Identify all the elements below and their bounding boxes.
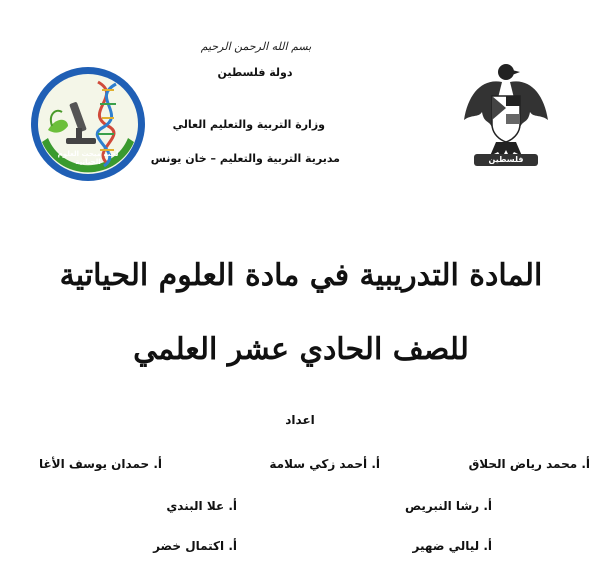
author-name: أ. حمدان يوسف الأغا [38,457,162,471]
prepared-by-label: اعداد [285,413,315,427]
document-title-line1: المادة التدريبية في مادة العلوم الحياتية [59,258,543,293]
author-name: أ. اكتمال خضر [153,539,237,553]
document-title-line2: للصف الحادي عشر العلمي [133,332,469,367]
author-name: أ. رشا النبريص [405,499,492,513]
author-name: أ. علا البندي [166,499,237,513]
author-name: أ. ليالي ضهير [412,539,492,553]
science-committee-logo [28,64,148,184]
emblem-banner-text: فلسطين [488,155,524,164]
country-name: دولة فلسطين [217,66,293,79]
science-committee-logo-caption: لجنة مبحث العلوم الحياتية [57,150,119,166]
directorate-name: مديرية التربية والتعليم – خان يونس [150,152,340,165]
basmala-text: بسم الله الرحمن الرحيم [200,40,312,53]
author-name: أ. محمد رياض الحلاق [468,457,590,471]
palestine-eagle-emblem [462,58,550,170]
ministry-name: وزارة التربية والتعليم العالي [172,118,325,131]
author-name: أ. أحمد زكي سلامة [269,457,380,471]
